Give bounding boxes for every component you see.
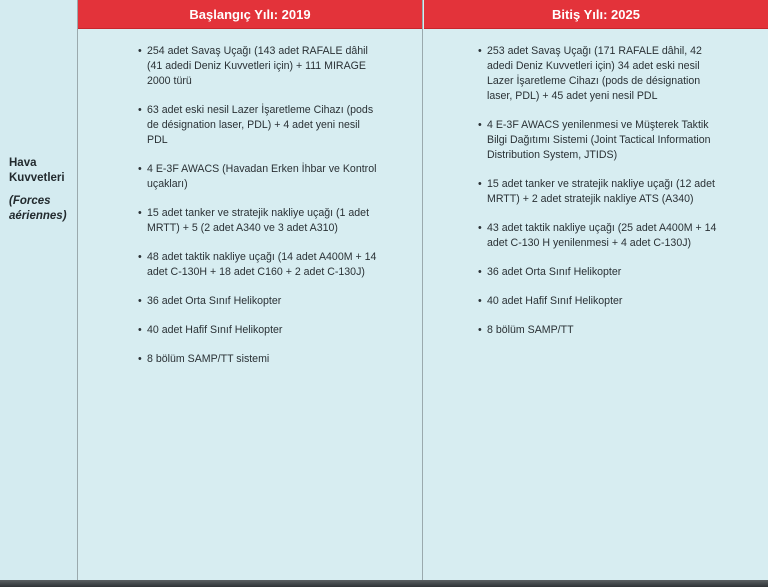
header-end-year: Bitiş Yılı: 2025 — [424, 0, 768, 29]
list-item: • 40 adet Hafif Sınıf Helikopter — [478, 294, 723, 309]
list-item: • 4 E-3F AWACS (Havadan Erken İhbar ve Kontrol uçakları) — [138, 162, 378, 192]
start-year-list — [138, 44, 378, 367]
row-title: Hava Kuvvetleri — [9, 157, 65, 184]
list-item: • 254 adet Savaş Uçağı (143 adet RAFALE dâhil (41 adedi Deniz Kuvvetleri için) + 111 MIRAGE 2000 türü — [138, 44, 378, 89]
list-item: • 48 adet taktik nakliye uçağı (14 adet A400M + 14 adet C-130H + 18 adet C160 + 2 adet C-130J) — [138, 250, 378, 280]
list-item: • 8 bölüm SAMP/TT sistemi — [138, 352, 378, 367]
list-item: • 40 adet Hafif Sınıf Helikopter — [138, 323, 378, 338]
list-item: • 36 adet Orta Sınıf Helikopter — [138, 294, 378, 309]
list-item: • 253 adet Savaş Uçağı (171 RAFALE dâhil, 42 adedi Deniz Kuvvetleri için) 34 adet eski nesil Lazer İşaretleme Cihazı (pods de désignation laser, PDL) + 45 adet yeni nesil PDL — [478, 44, 723, 104]
list-item: • 43 adet taktik nakliye uçağı (25 adet A400M + 14 adet C-130 H yenilenmesi + 4 adet C-130J) — [478, 221, 723, 251]
end-year-list — [478, 44, 723, 338]
row-subtitle: (Forces aériennes) — [9, 195, 67, 222]
list-item: • 63 adet eski nesil Lazer İşaretleme Cihazı (pods de désignation laser, PDL) + 4 adet yeni nesil PDL — [138, 103, 378, 148]
list-item: • 8 bölüm SAMP/TT — [478, 323, 723, 338]
row-label — [9, 156, 75, 224]
list-item: • 4 E-3F AWACS yenilenmesi ve Müşterek Taktik Bilgi Dağıtımı Sistemi (Joint Tactical Information Distribution System, JTIDS) — [478, 118, 723, 163]
row-label-column — [0, 0, 78, 580]
bottom-edge — [0, 580, 768, 587]
list-item: • 36 adet Orta Sınıf Helikopter — [478, 265, 723, 280]
list-item: • 15 adet tanker ve stratejik nakliye uçağı (1 adet MRTT) + 5 (2 adet A340 ve 3 adet A310) — [138, 206, 378, 236]
list-item: • 15 adet tanker ve stratejik nakliye uçağı (12 adet MRTT) + 2 adet stratejik nakliye ATS (A340) — [478, 177, 723, 207]
header-start-year: Başlangıç Yılı: 2019 — [78, 0, 422, 29]
